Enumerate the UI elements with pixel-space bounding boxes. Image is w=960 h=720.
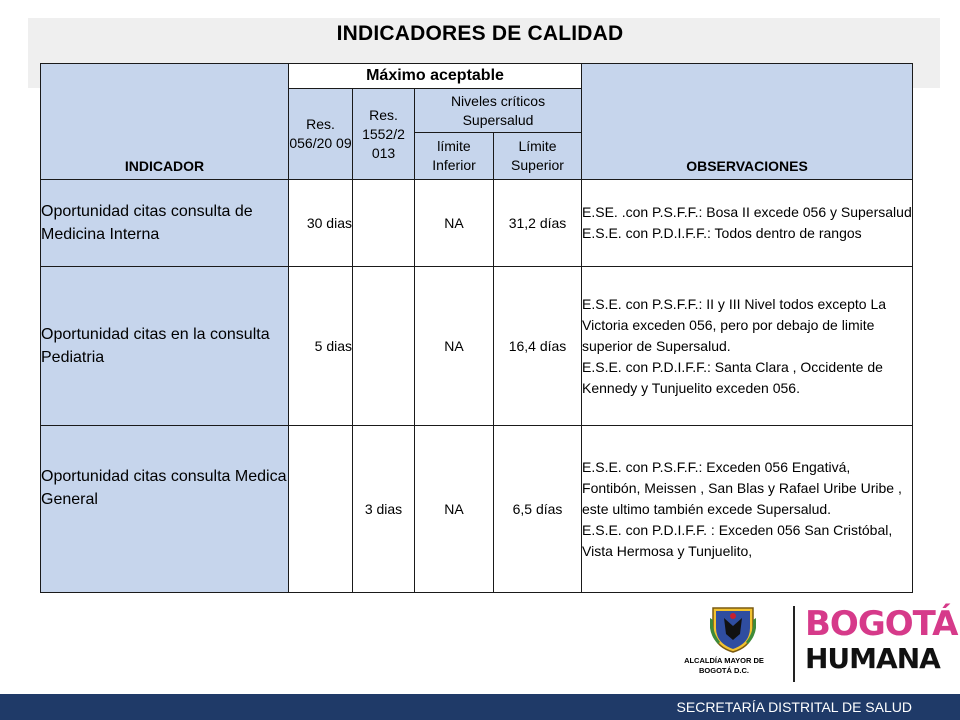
limite-inferior-value: NA <box>415 180 494 267</box>
res-056-header: Res. 056/20 09 <box>289 89 353 180</box>
maximo-aceptable-header: Máximo aceptable <box>289 64 582 89</box>
indicador-cell: Oportunidad citas en la consulta Pediatria <box>41 267 289 426</box>
logo-divider <box>793 606 795 682</box>
footer-label: SECRETARÍA DISTRITAL DE SALUD <box>676 699 912 715</box>
alcaldia-label: ALCALDÍA MAYOR DE BOGOTÁ D.C. <box>684 656 764 675</box>
quality-indicators-table <box>40 63 913 593</box>
limite-inferior-value: NA <box>415 267 494 426</box>
table-row <box>41 426 913 593</box>
limite-superior-value: 6,5 días <box>494 426 582 593</box>
res-1552-header: Res. 1552/2 013 <box>353 89 415 180</box>
indicador-header: INDICADOR <box>41 64 289 180</box>
res-1552-value <box>353 180 415 267</box>
table-row <box>41 267 913 426</box>
indicador-cell: Oportunidad citas consulta Medica General <box>41 426 289 593</box>
res-056-value: 5 dias <box>289 267 353 426</box>
res-1552-value <box>353 267 415 426</box>
observaciones-cell <box>582 426 913 593</box>
indicador-cell: Oportunidad citas consulta de Medicina Interna <box>41 180 289 267</box>
footer-bar <box>0 694 960 720</box>
observaciones-cell <box>582 180 913 267</box>
limite-inferior-value: NA <box>415 426 494 593</box>
humana-logo-text: HUMANA <box>805 642 940 675</box>
observaciones-text: E.S.E. con P.S.F.F.: Exceden 056 Engativá, Fontibón, Meissen , San Blas y Rafael Uribe Uribe , este ultimo también excede Supersalud. E.S.E. con P.D.I.F.F. : Exceden 056 San Cristóbal, Vista Hermosa y Tunjuelito, <box>582 458 902 559</box>
observaciones-text: E.SE. .con P.S.F.F.: Bosa II excede 056 y Supersalud E.S.E. con P.D.I.F.F.: Todos dentro de rangos <box>582 204 912 241</box>
observaciones-header: OBSERVACIONES <box>582 64 913 180</box>
res-1552-value: 3 dias <box>353 426 415 593</box>
niveles-criticos-header: Niveles críticos Supersalud <box>415 89 582 133</box>
page-title: INDICADORES DE CALIDAD <box>336 22 624 45</box>
coat-of-arms-icon <box>710 604 756 654</box>
res-056-value <box>289 426 353 593</box>
limite-superior-header: Límite Superior <box>494 133 582 180</box>
bogota-logo-text: BOGOTÁ <box>805 604 958 644</box>
logo-area <box>660 600 958 690</box>
limite-inferior-header: límite Inferior <box>415 133 494 180</box>
limite-superior-value: 16,4 días <box>494 267 582 426</box>
table-row <box>41 180 913 267</box>
observaciones-text: E.S.E. con P.S.F.F.: II y III Nivel todos excepto La Victoria exceden 056, pero por debajo de limite superior de Supersalud. E.S.E. con P.D.I.F.F.: Santa Clara , Occidente de Kennedy y Tunjuelito exceden 056. <box>582 295 887 396</box>
limite-superior-value: 31,2 días <box>494 180 582 267</box>
res-056-value: 30 dias <box>289 180 353 267</box>
observaciones-cell <box>582 267 913 426</box>
